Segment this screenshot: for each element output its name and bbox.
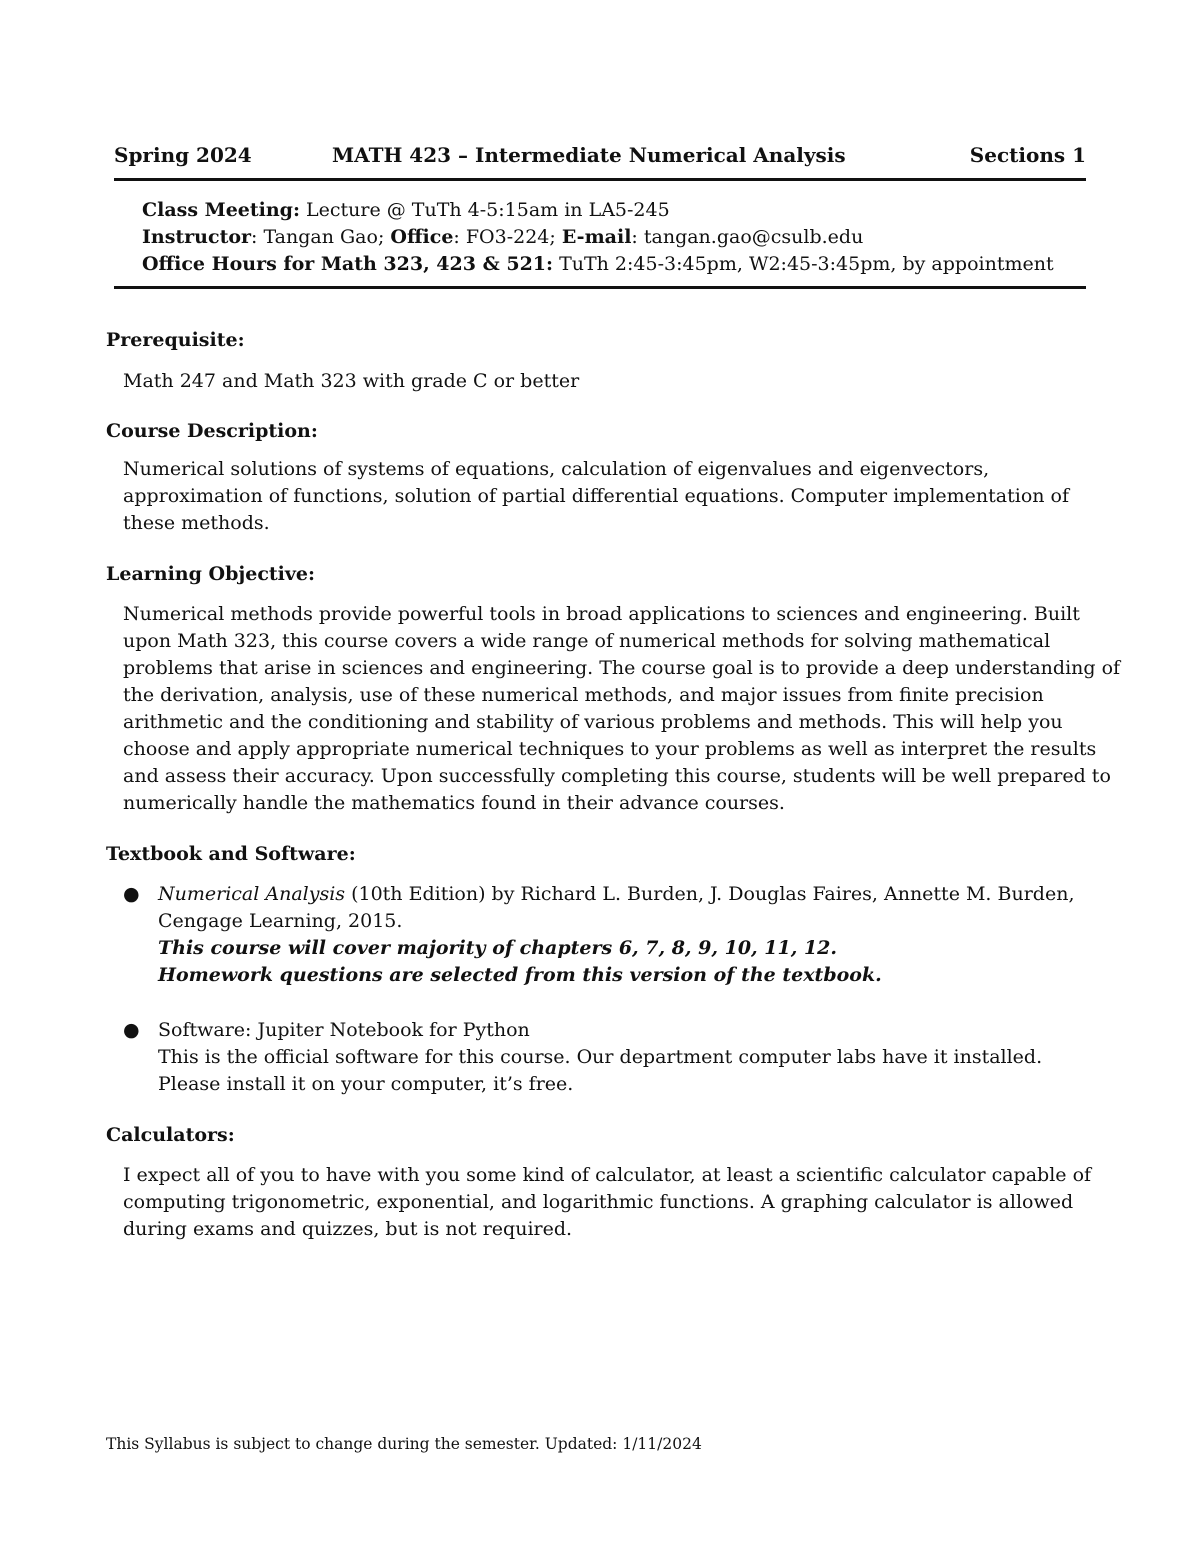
course-description-line: Numerical solutions of systems of equations, calculation of eigenvalues and eigenvectors, [123, 458, 990, 480]
software-line: Software: Jupiter Notebook for Python [158, 1019, 530, 1041]
class-meeting-label: Class Meeting: [142, 199, 300, 221]
chapters-note: This course will cover majority of chapters 6, 7, 8, 9, 10, 11, 12. [158, 937, 838, 959]
learning-objective-line: choose and apply appropriate numerical techniques to your problems as well as interpret the results [123, 738, 1097, 760]
book-publisher-line: Cengage Learning, 2015. [158, 910, 403, 932]
course-description-line: these methods. [123, 512, 270, 534]
header-divider [114, 178, 1086, 181]
learning-objective-line: the derivation, analysis, use of these numerical methods, and major issues from finite precision [123, 684, 1044, 706]
learning-objective-text [123, 601, 1121, 817]
book-title: Numerical Analysis [158, 883, 346, 905]
learning-objective-line: numerically handle the mathematics found in their advance courses. [123, 792, 785, 814]
learning-objective-line: arithmetic and the conditioning and stability of various problems and methods. This will help you [123, 711, 1063, 733]
course-title: MATH 423 – Intermediate Numerical Analysis [332, 143, 846, 167]
calculators-text [123, 1162, 1092, 1243]
calculators-heading: Calculators: [106, 1124, 235, 1146]
bullet-icon: ● [123, 1019, 140, 1041]
prerequisite-line: Math 247 and Math 323 with grade C or better [123, 370, 580, 392]
book-details: (10th Edition) by Richard L. Burden, J. Douglas Faires, Annette M. Burden, [345, 883, 1075, 905]
textbook-heading: Textbook and Software: [106, 843, 356, 865]
info-divider [114, 286, 1086, 289]
page-header [114, 143, 1086, 173]
instructor-line [142, 224, 1054, 251]
calculators-line: I expect all of you to have with you some kind of calculator, at least a scientific calculator capable of [123, 1164, 1092, 1186]
office-label: Office [390, 226, 454, 248]
office-hours-value: TuTh 2:45-3:45pm, W2:45-3:45pm, by appointment [553, 253, 1054, 275]
office-value: : FO3-224; [453, 226, 562, 248]
email-value: : tangan.gao@csulb.edu [631, 226, 864, 248]
calculators-line: computing trigonometric, exponential, and logarithmic functions. A graphing calculator is allowed [123, 1191, 1074, 1213]
course-description-text [123, 456, 1088, 537]
course-description-line: approximation of functions, solution of partial differential equations. Computer implementation of [123, 485, 1070, 507]
learning-objective-heading: Learning Objective: [106, 563, 316, 585]
software-line: Please install it on your computer, it’s free. [158, 1073, 574, 1095]
textbook-bullet-body [158, 881, 1074, 989]
learning-objective-line: and assess their accuracy. Upon successfully completing this course, students will be well prepared to [123, 765, 1111, 787]
software-bullet-body [158, 1017, 1042, 1098]
instructor-label: Instructor [142, 226, 252, 248]
course-description-heading: Course Description: [106, 420, 318, 442]
instructor-value: : Tangan Gao; [251, 226, 391, 248]
calculators-line: during exams and quizzes, but is not required. [123, 1218, 573, 1240]
learning-objective-line: Numerical methods provide powerful tools in broad applications to sciences and engineering. Built [123, 603, 1080, 625]
email-label: E-mail [561, 226, 632, 248]
semester-label: Spring 2024 [114, 143, 252, 167]
class-meeting-line [142, 197, 1054, 224]
page-footer: This Syllabus is subject to change during the semester. Updated: 1/11/2024 [106, 1435, 702, 1453]
prerequisite-heading: Prerequisite: [106, 329, 245, 351]
learning-objective-line: problems that arise in sciences and engineering. The course goal is to provide a deep understanding of [123, 657, 1121, 679]
software-line: This is the official software for this course. Our department computer labs have it installed. [158, 1046, 1043, 1068]
office-hours-line [142, 251, 1054, 278]
bullet-icon: ● [123, 883, 140, 905]
learning-objective-line: upon Math 323, this course covers a wide range of numerical methods for solving mathematical [123, 630, 1051, 652]
class-meeting-value: Lecture @ TuTh 4-5:15am in LA5-245 [299, 199, 670, 221]
course-info-block [142, 197, 1054, 278]
prerequisite-text [123, 368, 1088, 395]
homework-note: Homework questions are selected from this version of the textbook. [158, 964, 882, 986]
office-hours-label: Office Hours for Math 323, 423 & 521: [142, 253, 554, 275]
sections-label: Sections 1 [969, 143, 1086, 167]
book-citation-line [158, 881, 1074, 908]
